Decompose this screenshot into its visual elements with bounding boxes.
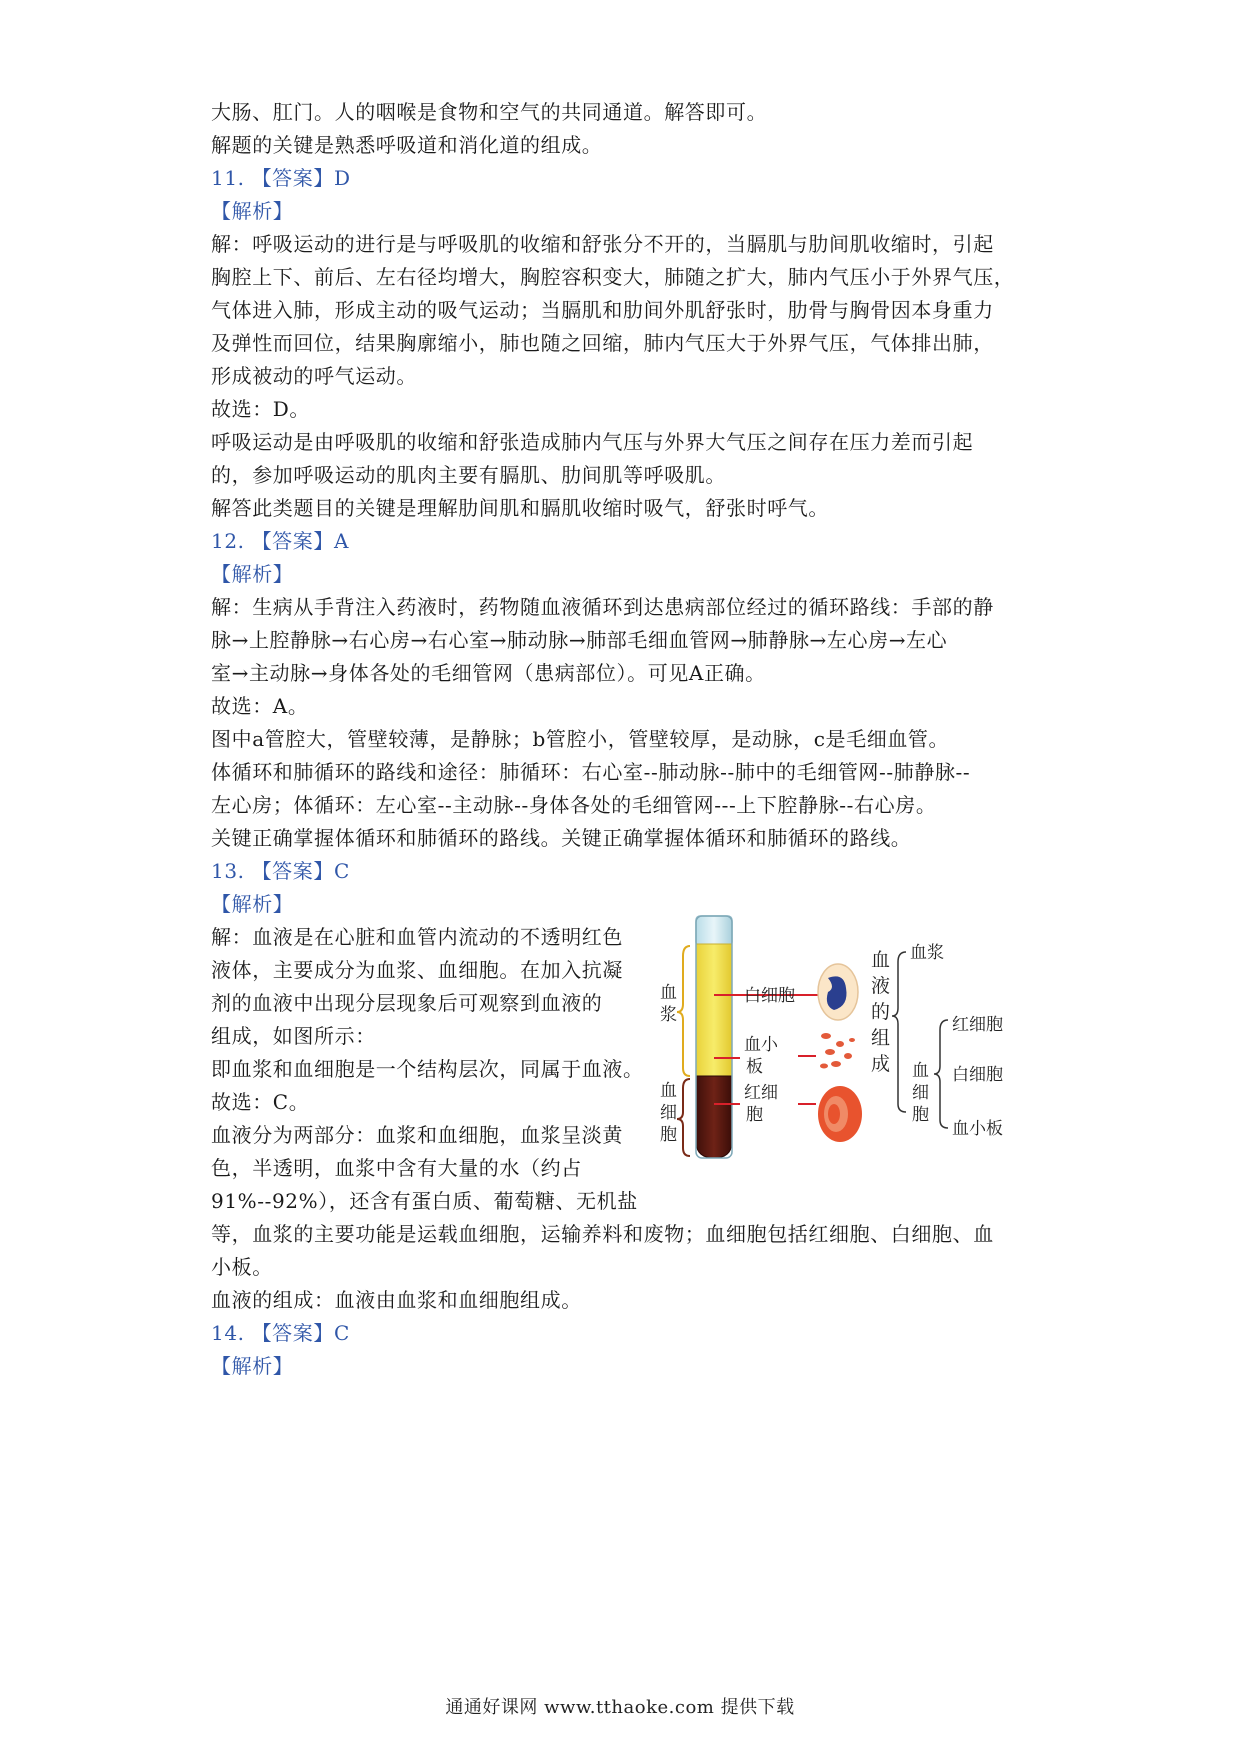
label-cells-vertical-1: 血 [912, 1061, 929, 1081]
q11-line: 及弹性而回位，结果胸廓缩小，肺也随之回缩，肺内气压大于外界气压，气体排出肺， [211, 331, 994, 355]
q11-line: 解答此类题目的关键是理解肋间肌和膈肌收缩时吸气，舒张时呼气。 [211, 496, 829, 520]
q13-line: 解：血液是在心脏和血管内流动的不透明红色 [211, 925, 623, 949]
plasma-brace [677, 946, 690, 1076]
label-composition-4: 组 [871, 1027, 891, 1049]
platelets-icon [820, 1033, 855, 1069]
q11-line: 的，参加呼吸运动的肌肉主要有膈肌、肋间肌等呼吸肌。 [211, 463, 726, 487]
q11-line: 故选：D。 [211, 397, 311, 421]
text-line: 解题的关键是熟悉呼吸道和消化道的组成。 [211, 133, 603, 157]
page-footer: 通通好课网 www.tthaoke.com 提供下载 [445, 1697, 795, 1718]
q13-line: 血液的组成：血液由血浆和血细胞组成。 [211, 1288, 582, 1312]
red-blood-cell-icon [818, 1086, 862, 1142]
blood-composition-figure [660, 916, 1046, 1181]
label-wbc-right: 白细胞 [952, 1065, 1003, 1085]
q12-line: 脉→上腔静脉→右心房→右心室→肺动脉→肺部毛细血管网→肺静脉→左心房→左心 [211, 628, 948, 652]
q12-line: 关键正确掌握体循环和肺循环的路线。关键正确掌握体循环和肺循环的路线。 [211, 826, 912, 850]
q14-analysis-label: 【解析】 [211, 1354, 294, 1378]
q11-line: 形成被动的呼气运动。 [211, 364, 417, 388]
label-wbc: 白细胞 [744, 986, 795, 1006]
q13-line: 即血浆和血细胞是一个结构层次，同属于血液。 [211, 1057, 644, 1081]
label-rbc-right: 红细胞 [952, 1015, 1003, 1035]
q11-analysis-label: 【解析】 [211, 199, 294, 223]
q13-line: 剂的血液中出现分层现象后可观察到血液的 [211, 991, 603, 1015]
label-cells-1: 血 [660, 1081, 677, 1101]
q13-line: 小板。 [211, 1255, 273, 1279]
q12-analysis-label: 【解析】 [211, 562, 294, 586]
q13-line: 液体，主要成分为血浆、血细胞。在加入抗凝 [211, 958, 623, 982]
blood-figure-svg [660, 916, 1046, 1181]
white-blood-cell-icon [818, 964, 858, 1020]
q13-line: 色，半透明，血浆中含有大量的水（约占 [211, 1156, 582, 1180]
q12-line: 解：生病从手背注入药液时，药物随血液循环到达患病部位经过的循环路线：手部的静 [211, 595, 994, 619]
q13-line: 血液分为两部分：血浆和血细胞，血浆呈淡黄 [211, 1123, 623, 1147]
q13-answer: 13. 【答案】C [211, 859, 350, 883]
text-line: 大肠、肛门。人的咽喉是食物和空气的共同通道。解答即可。 [211, 100, 768, 124]
q11-answer: 11. 【答案】D [211, 166, 351, 190]
q13-analysis-label: 【解析】 [211, 892, 294, 916]
label-cells-2: 细 [660, 1103, 677, 1123]
label-rbc-2: 胞 [746, 1105, 763, 1125]
label-composition-3: 的 [871, 1001, 891, 1023]
label-plasma-right: 血浆 [910, 943, 944, 963]
label-plasma-1: 血 [660, 983, 677, 1003]
label-plasma-2: 浆 [660, 1005, 677, 1025]
label-composition-1: 血 [871, 949, 891, 971]
page-content [211, 96, 1041, 1383]
q13-line: 91%--92%），还含有蛋白质、葡萄糖、无机盐 [211, 1189, 638, 1213]
q13-line: 故选：C。 [211, 1090, 310, 1114]
label-platelet-right: 血小板 [952, 1119, 1003, 1139]
q11-line: 气体进入肺，形成主动的吸气运动；当膈肌和肋间外肌舒张时，肋骨与胸骨因本身重力 [211, 298, 994, 322]
q12-line: 左心房；体循环：左心室--主动脉--身体各处的毛细管网---上下腔静脉--右心房。 [211, 793, 937, 817]
label-composition-2: 液 [871, 975, 891, 997]
q11-line: 解：呼吸运动的进行是与呼吸肌的收缩和舒张分不开的，当膈肌与肋间肌收缩时，引起 [211, 232, 994, 256]
q12-line: 室→主动脉→身体各处的毛细管网（患病部位）。可见A正确。 [211, 661, 766, 685]
q12-line: 体循环和肺循环的路线和途径：肺循环：右心室--肺动脉--肺中的毛细管网--肺静脉-- [211, 760, 971, 784]
q12-answer: 12. 【答案】A [211, 529, 350, 553]
q12-line: 故选：A。 [211, 694, 309, 718]
label-platelet-1: 血小 [744, 1035, 778, 1055]
test-tube [696, 916, 732, 1158]
cells-types-brace [934, 1020, 948, 1128]
label-platelet-2: 板 [746, 1057, 763, 1077]
label-composition-5: 成 [871, 1053, 891, 1075]
composition-brace [892, 952, 906, 1112]
label-cells-vertical-3: 胞 [912, 1105, 929, 1125]
label-rbc-1: 红细 [744, 1083, 778, 1103]
cells-brace [677, 1079, 690, 1156]
label-cells-3: 胞 [660, 1125, 677, 1145]
q11-line: 呼吸运动是由呼吸肌的收缩和舒张造成肺内气压与外界大气压之间存在压力差而引起 [211, 430, 974, 454]
q13-line: 等，血浆的主要功能是运载血细胞，运输养料和废物；血细胞包括红细胞、白细胞、血 [211, 1222, 994, 1246]
q14-answer: 14. 【答案】C [211, 1321, 350, 1345]
label-cells-vertical-2: 细 [912, 1083, 929, 1103]
q11-line: 胸腔上下、前后、左右径均增大，胸腔容积变大，肺随之扩大，肺内气压小于外界气压， [211, 265, 1015, 289]
q12-line: 图中a管腔大，管壁较薄，是静脉；b管腔小，管壁较厚，是动脉，c是毛细血管。 [211, 727, 950, 751]
q13-line: 组成，如图所示： [211, 1024, 376, 1048]
